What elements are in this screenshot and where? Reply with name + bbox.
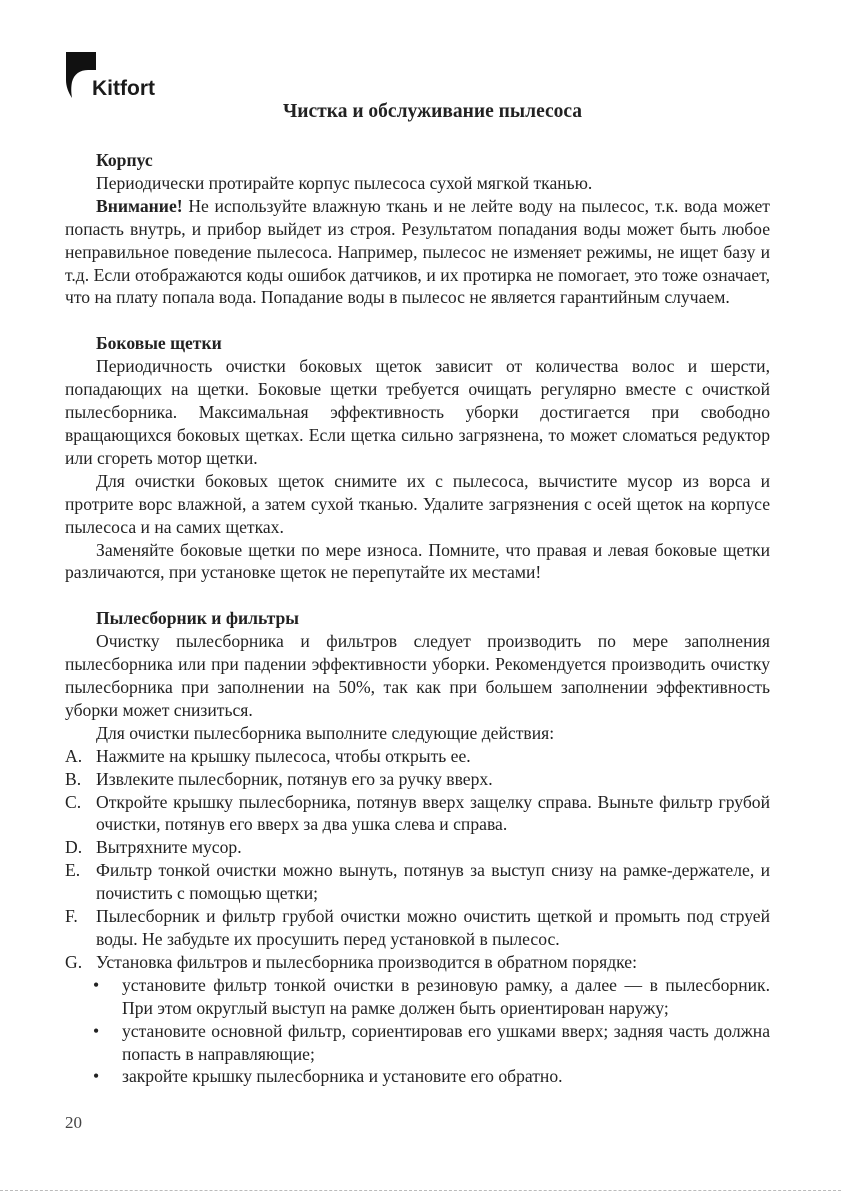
list-item [65, 1065, 770, 1088]
list-item [65, 1020, 770, 1066]
list-item [65, 836, 770, 859]
step-text: Извлеките пылесборник, потянув его за ручку вверх. [96, 768, 493, 789]
warning-label: Внимание! [96, 195, 183, 216]
section-spacer [65, 584, 770, 607]
step-text: Фильтр тонкой очистки можно вынуть, потянув за выступ снизу на рамке-держателе, и почистить с помощью щетки; [96, 860, 770, 904]
steps-list [65, 745, 770, 974]
step-letter: E. [65, 860, 81, 881]
warning-text: Не используйте влажную ткань и не лейте воду на пылесос, т.к. вода может попасть внутрь, и прибор выйдет из строя. Результатом попадания воды может быть любое неправильное поведение пылесоса. Например, пылесос не изменяет режимы, не ищет базу и т.д. Если отображаются коды ошибок датчиков, и их протирка не помогает, это тоже означает, что на плату попала вода. Попадание воды в пылесос не является гарантийным случаем. [65, 195, 770, 308]
section-spacer [65, 309, 770, 332]
list-item [65, 745, 770, 768]
step-text: Пылесборник и фильтр грубой очистки можно очистить щеткой и промыть под струей воды. Не забудьте их просушить перед установкой в пылесос. [96, 906, 770, 949]
list-item [65, 951, 770, 974]
step-text: Откройте крышку пылесборника, потянув вверх защелку справа. Выньте фильтр грубой очистки, потянув его вверх за два ушка слева и справа. [96, 791, 770, 835]
bullet-icon: • [93, 1020, 100, 1041]
list-item [65, 905, 770, 951]
page-edge-divider [0, 1190, 841, 1191]
list-item [65, 859, 770, 905]
list-item [65, 791, 770, 837]
bullet-icon: • [93, 974, 100, 995]
page-title: Чистка и обслуживание пылесоса [282, 101, 583, 122]
section-heading-dustbin: Пылесборник и фильтры [96, 608, 300, 629]
step-text: Вытряхните мусор. [96, 837, 242, 858]
bullet-text: установите фильтр тонкой очистки в резиновую рамку, а далее — в пылесборник. При этом округлый выступ на рамке должен быть ориентирован наружу; [122, 974, 770, 1018]
step-letter: B. [65, 768, 82, 789]
section-heading-brushes: Боковые щетки [96, 333, 222, 354]
step-letter: C. [65, 791, 82, 812]
list-item [65, 768, 770, 791]
step-letter: D. [65, 837, 83, 858]
warning-paragraph [65, 195, 770, 310]
bullet-icon: • [93, 1066, 100, 1087]
kitfort-logo [66, 52, 176, 102]
paragraph: Очистку пылесборника и фильтров следует производить по мере заполнения пылесборника или при падении эффективности уборки. Рекомендуется производить очистку пылесборника при заполнении на 50%, так как при большем заполнении эффективность уборки может снизиться. [65, 631, 770, 720]
paragraph: Периодичность очистки боковых щеток зависит от количества волос и шерсти, попадающих на щетки. Боковые щетки требуется очищать регулярно вместе с очисткой пылесборника. Максимальная эффективность уборки достигается при свободно вращающихся боковых щетках. Если щетка сильно загрязнена, то может сломаться редуктор или сгореть мотор щетки. [65, 356, 770, 468]
document-body [65, 149, 770, 1088]
step-text: Нажмите на крышку пылесоса, чтобы открыть ее. [96, 745, 471, 766]
list-item [65, 974, 770, 1020]
section-heading-body: Корпус [96, 150, 153, 170]
paragraph: Для очистки боковых щеток снимите их с пылесоса, вычистите мусор из ворса и протрите ворс влажной, а затем сухой тканью. Удалите загрязнения с осей щеток на корпусе пылесоса и на самих щетках. [65, 470, 770, 537]
step-letter: G. [65, 951, 83, 972]
paragraph: Заменяйте боковые щетки по мере износа. Помните, что правая и левая боковые щетки различаются, при установке щеток не перепутайте их местами! [65, 539, 770, 583]
page-number: 20 [65, 1113, 82, 1132]
step-letter: A. [65, 745, 83, 766]
logo-wordmark: Kitfort [92, 77, 155, 100]
bullet-list [65, 974, 770, 1089]
bullet-text: установите основной фильтр, сориентировав его ушками вверх; задняя часть должна попасть в направляющие; [122, 1020, 770, 1064]
paragraph: Для очистки пылесборника выполните следующие действия: [96, 722, 555, 743]
bullet-text: закройте крышку пылесборника и установите его обратно. [122, 1066, 563, 1087]
step-text: Установка фильтров и пылесборника производится в обратном порядке: [96, 951, 637, 972]
paragraph: Периодически протирайте корпус пылесоса сухой мягкой тканью. [96, 172, 593, 193]
step-letter: F. [65, 906, 78, 927]
